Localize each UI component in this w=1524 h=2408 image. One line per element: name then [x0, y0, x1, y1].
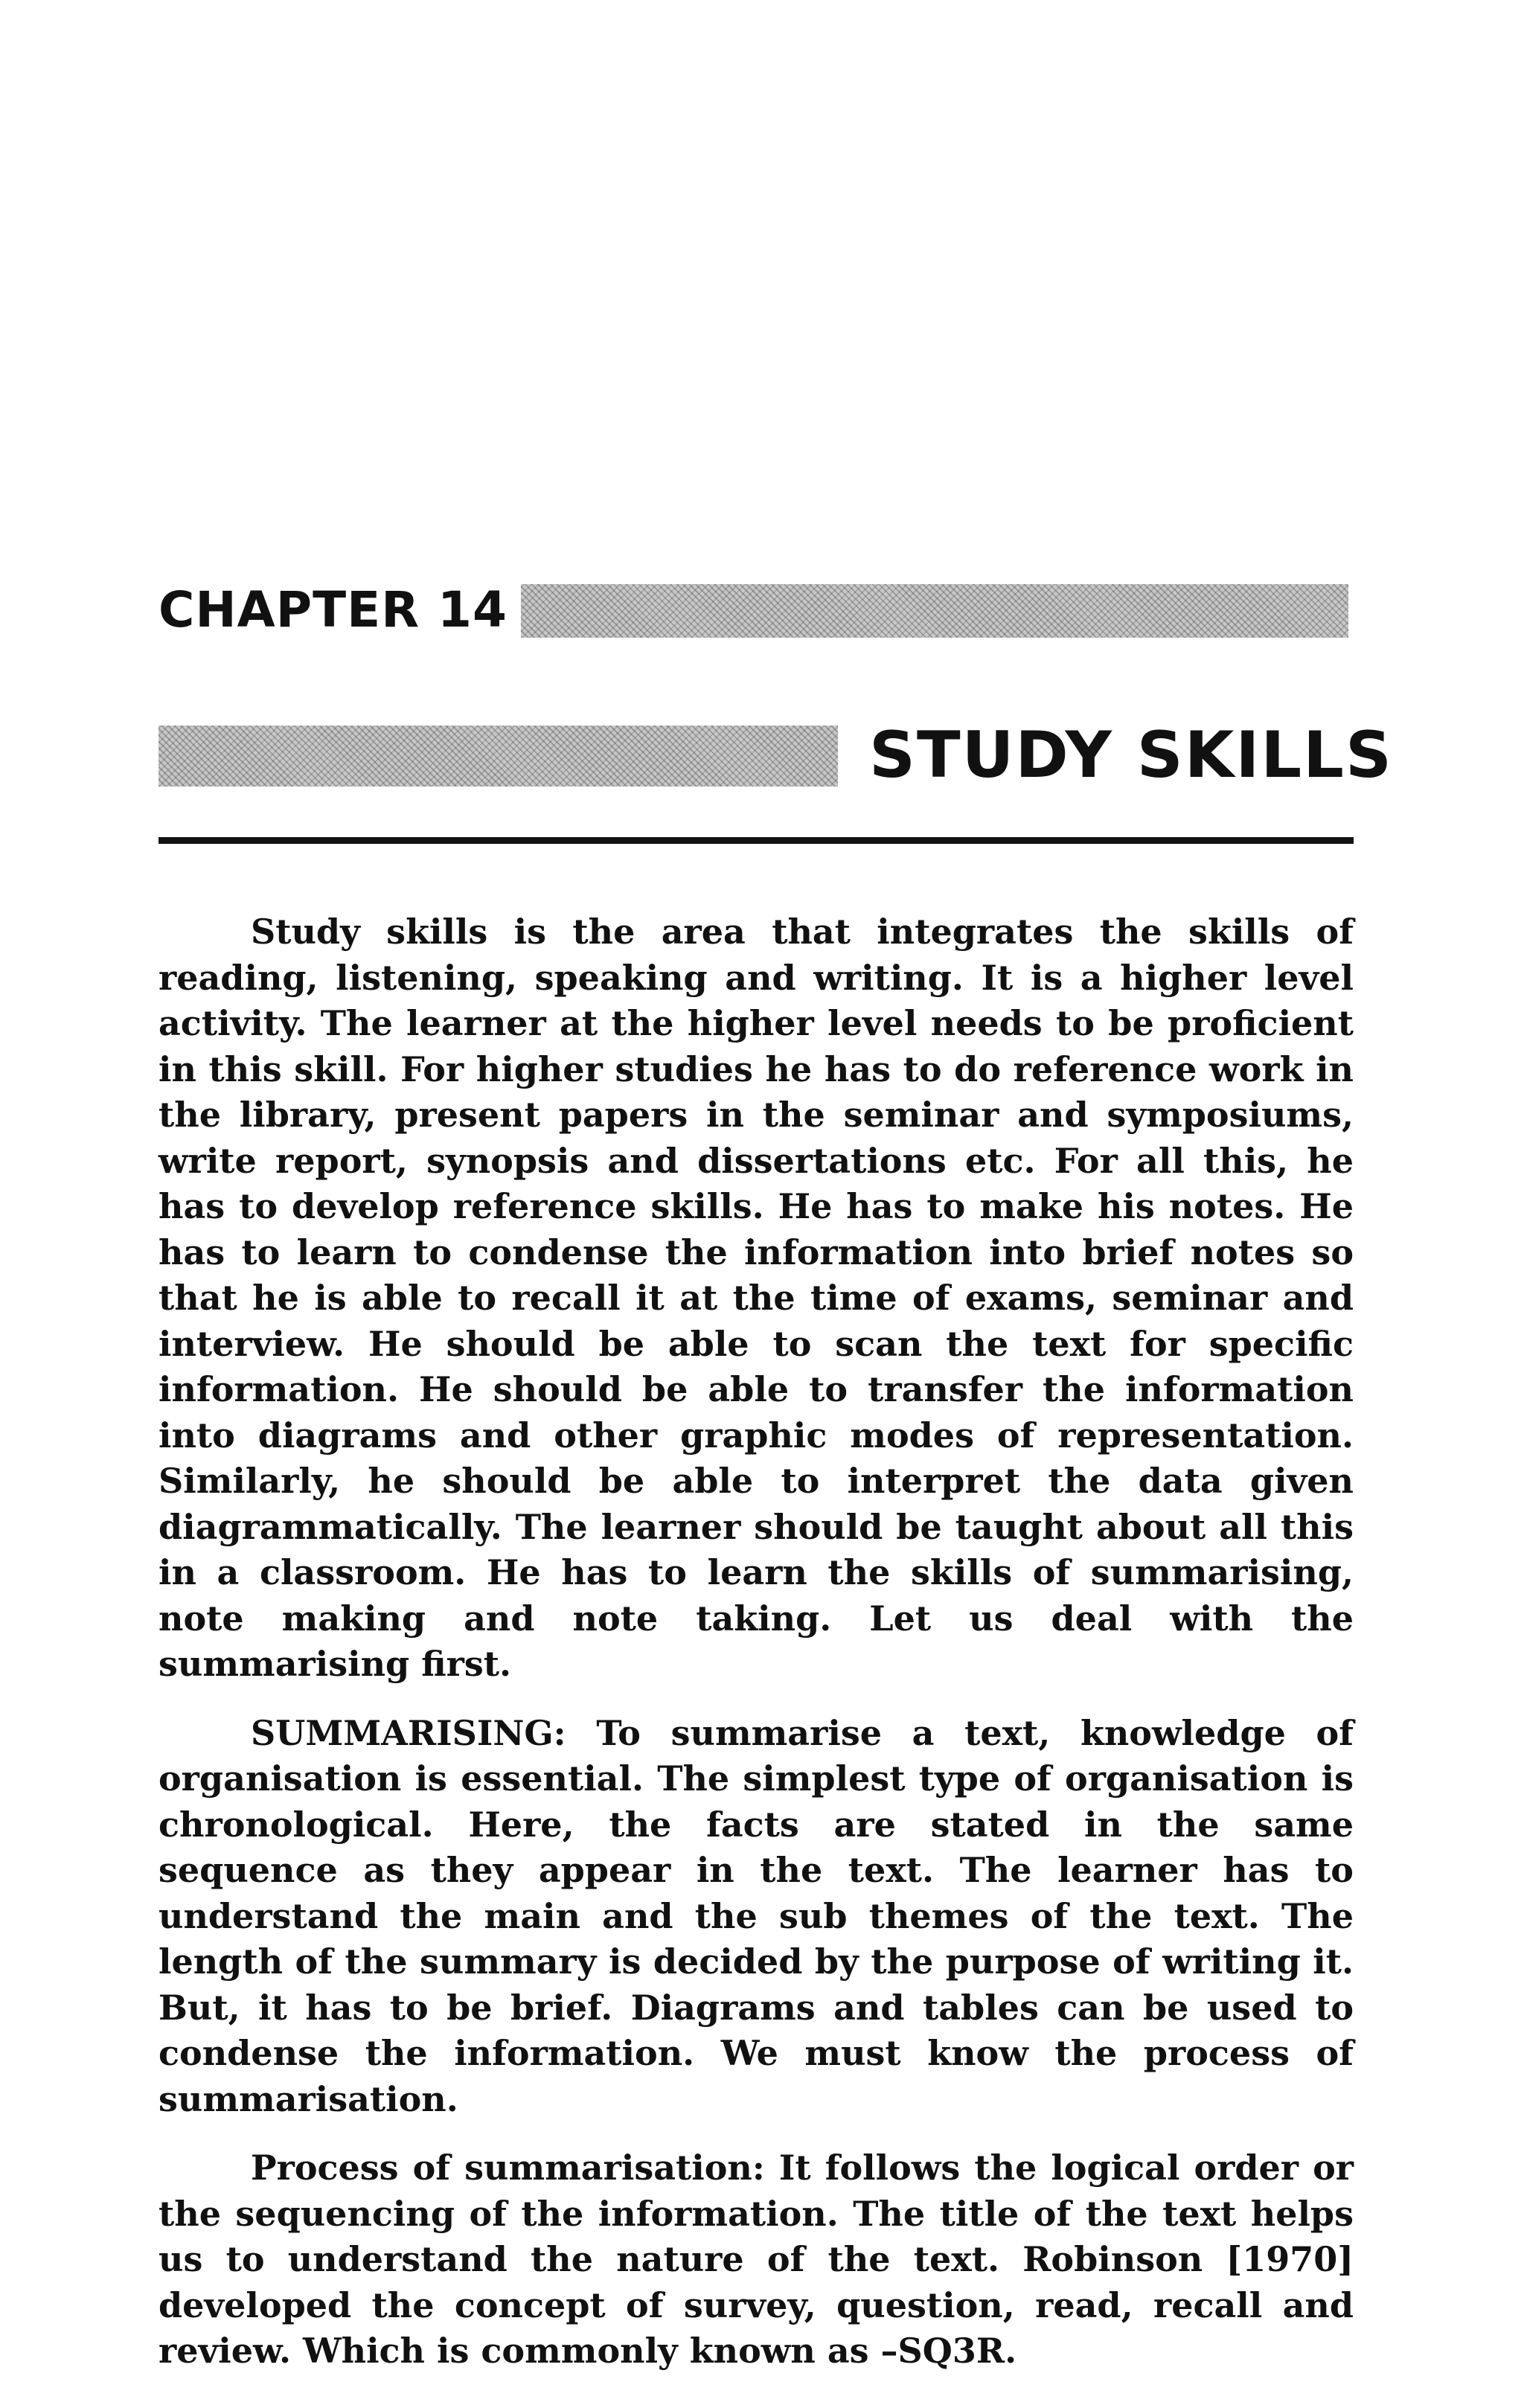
chapter-label: CHAPTER 14	[159, 581, 508, 638]
paragraph-text: It follows the logical order or the sequencing of the information. The title of the text helps us to understand the nature of the text. Robinson [1970] developed the concept of survey, question, read, recall and review. Which is commonly known as –SQ3R.	[159, 2148, 1354, 2371]
paragraph-text: To summarise a text, knowledge of organisation is essential. The simplest type of organisation is chronological. Here, the facts are stated in the same sequence as they appear in the text. The learner has to understand the main and the sub themes of the text. The length of the summary is decided by the purpose of writing it. But, it has to be brief. Diagrams and tables can be used to condense the information. We must know the process of summarisation.	[159, 1712, 1354, 2119]
decorative-shaded-band	[159, 726, 838, 787]
chapter-title-row	[159, 711, 1393, 800]
paragraph-summarising	[159, 1711, 1354, 2123]
decorative-shaded-band	[521, 584, 1348, 638]
paragraph-process	[159, 2145, 1354, 2375]
paragraph-term: Process of summarisation:	[251, 2148, 765, 2188]
paragraph-text: Study skills is the area that integrates the skills of reading, listening, speaking and writing. It is a higher level activity. The learner at the higher level needs to be proficient in this skill. For higher studies he has to do reference work in the library, present papers in the seminar and symposiums, write report, synopsis and dissertations etc. For all this, he has to develop reference skills. He has to make his notes. He has to learn to condense the information into brief notes so that he is able to recall it at the time of exams, seminar and interview. He should be able to scan the text for specific information. He should be able to transfer the information into diagrams and other graphic modes of representation. Similarly, he should be able to interpret the data given diagrammatically. The learner should be taught about all this in a classroom. He has to learn the skills of summarising, note making and note taking. Let us deal with the summarising first.	[159, 912, 1354, 1684]
paragraph-term: SUMMARISING:	[251, 1712, 566, 1753]
body-text	[159, 909, 1354, 2398]
paragraph-intro	[159, 909, 1354, 1688]
chapter-title: STUDY SKILLS	[869, 718, 1393, 792]
header-divider	[159, 837, 1354, 844]
chapter-header	[159, 577, 1354, 644]
